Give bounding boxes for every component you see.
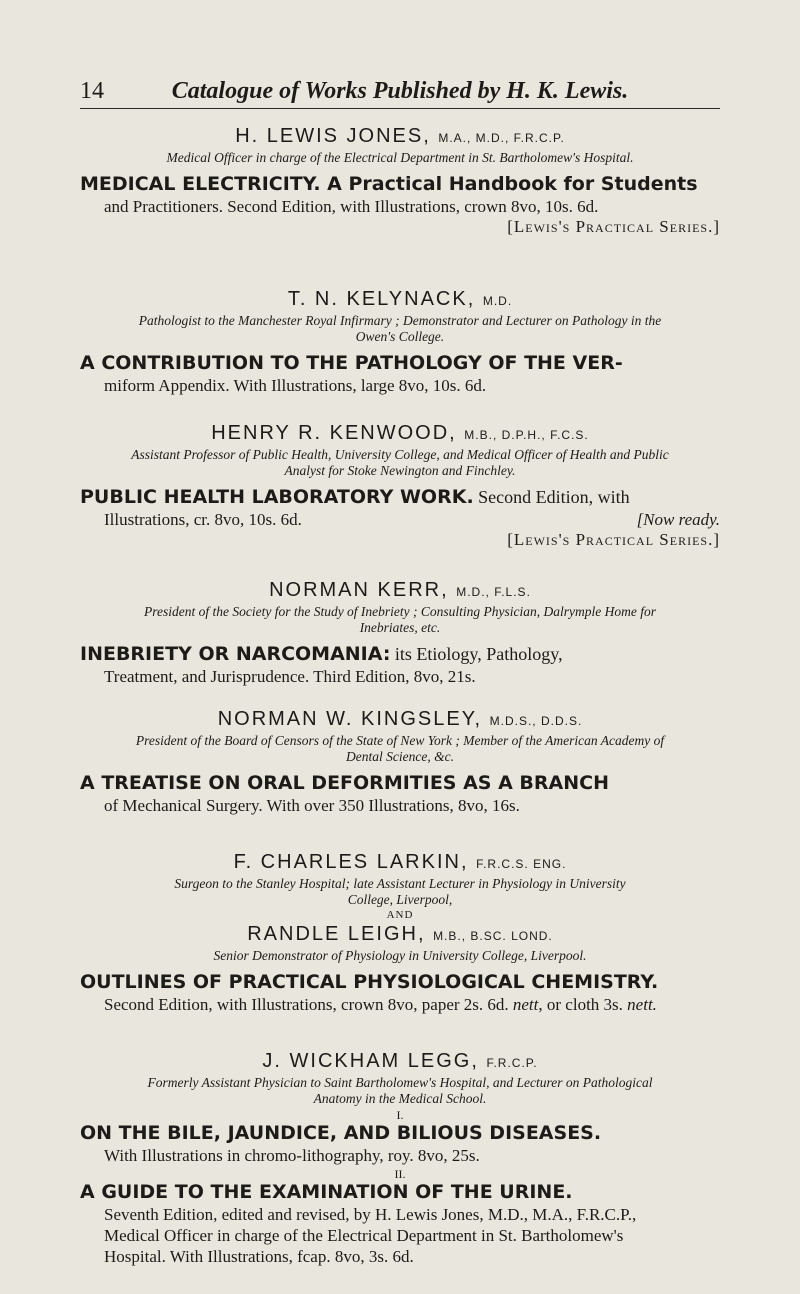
author-affiliation: Anatomy in the Medical School. — [313, 1091, 487, 1106]
author-degrees: M.D.S., D.D.S. — [489, 714, 583, 728]
book-description: miform Appendix. With Illustrations, large 8vo, 10s. 6d. — [104, 376, 487, 395]
book-description: Seventh Edition, edited and revised, by H. Lewis Jones, M.D., M.A., F.R.C.P., — [104, 1205, 637, 1224]
book-title: A TREATISE ON ORAL DEFORMITIES AS A BRANCH — [80, 772, 609, 794]
catalogue-entry — [80, 578, 720, 687]
author-degrees: M.D., F.L.S. — [456, 585, 531, 599]
author-name: RANDLE LEIGH, M.B., B.SC. LOND. — [247, 923, 553, 945]
book-title: MEDICAL ELECTRICITY. A Practical Handbook for Students — [80, 173, 698, 195]
page-header — [80, 78, 720, 109]
book-title: OUTLINES OF PRACTICAL PHYSIOLOGICAL CHEMISTRY. — [80, 971, 659, 993]
running-title: Catalogue of Works Published by H. K. Lewis. — [171, 78, 629, 104]
author-affiliation: Assistant Professor of Public Health, University College, and Medical Officer of Health and Public — [131, 447, 669, 462]
work-numeral: II. — [394, 1167, 406, 1181]
catalogue-entry — [80, 421, 720, 550]
catalogue-entry — [80, 287, 720, 396]
author-name: NORMAN W. KINGSLEY, M.D.S., D.D.S. — [217, 708, 583, 730]
series-note: [Lewis's Practical Series.] — [507, 530, 720, 549]
page-number: 14 — [80, 78, 104, 104]
book-description: of Mechanical Surgery. With over 350 Illustrations, 8vo, 16s. — [104, 796, 520, 815]
author-degrees: M.B., B.SC. LOND. — [433, 929, 553, 943]
author-name: T. N. KELYNACK, M.D. — [287, 288, 513, 310]
author-affiliation: Dental Science, &c. — [346, 749, 454, 764]
author-name: HENRY R. KENWOOD, M.B., D.P.H., F.C.S. — [211, 422, 589, 444]
author-degrees: F.R.C.P. — [486, 1056, 538, 1070]
catalogue-entry — [80, 707, 720, 816]
book-description: With Illustrations in chromo-lithography, roy. 8vo, 25s. — [104, 1146, 480, 1165]
author-affiliation: President of the Society for the Study of Inebriety ; Consulting Physician, Dalrymple Home for — [143, 604, 657, 619]
work-numeral: I. — [396, 1108, 404, 1122]
catalogue-entry — [80, 124, 720, 237]
author-affiliation: Inebriates, etc. — [359, 620, 441, 635]
book-description: Second Edition, with Illustrations, crown 8vo, paper 2s. 6d. nett, or cloth 3s. nett. — [104, 995, 657, 1014]
author-affiliation: Senior Demonstrator of Physiology in University College, Liverpool. — [213, 948, 587, 963]
book-title: A CONTRIBUTION TO THE PATHOLOGY OF THE VER- — [80, 352, 623, 374]
author-degrees: M.B., D.P.H., F.C.S. — [464, 428, 589, 442]
author-affiliation: Surgeon to the Stanley Hospital; late Assistant Lecturer in Physiology in University — [174, 876, 626, 891]
book-title: A GUIDE TO THE EXAMINATION OF THE URINE. — [80, 1181, 573, 1203]
catalogue-entry — [80, 850, 720, 1015]
status-note: [Now ready. — [636, 510, 720, 529]
author-degrees: M.D. — [482, 294, 513, 308]
author-degrees: F.R.C.S. ENG. — [476, 857, 567, 871]
author-name: J. WICKHAM LEGG, F.R.C.P. — [262, 1050, 538, 1072]
author-degrees: M.A., M.D., F.R.C.P. — [438, 131, 565, 145]
book-description: Medical Officer in charge of the Electrical Department in St. Bartholomew's — [104, 1226, 624, 1245]
book-title: PUBLIC HEALTH LABORATORY WORK. Second Edition, with — [80, 486, 630, 508]
book-title: INEBRIETY OR NARCOMANIA: its Etiology, Pathology, — [80, 643, 563, 665]
book-description: Hospital. With Illustrations, fcap. 8vo, 3s. 6d. — [104, 1247, 414, 1266]
book-title: ON THE BILE, JAUNDICE, AND BILIOUS DISEASES. — [80, 1122, 602, 1144]
author-affiliation: Medical Officer in charge of the Electrical Department in St. Bartholomew's Hospital. — [166, 150, 634, 165]
book-description: and Practitioners. Second Edition, with Illustrations, crown 8vo, 10s. 6d. — [104, 197, 599, 216]
author-affiliation: President of the Board of Censors of the State of New York ; Member of the American Academy of — [135, 733, 665, 748]
book-description: [Now ready. Illustrations, cr. 8vo, 10s. 6d. — [104, 510, 720, 529]
author-affiliation: College, Liverpool, — [347, 892, 453, 907]
book-description: Treatment, and Jurisprudence. Third Edition, 8vo, 21s. — [104, 667, 476, 686]
catalogue-entry — [80, 1049, 720, 1267]
author-affiliation: Formerly Assistant Physician to Saint Bartholomew's Hospital, and Lecturer on Pathological — [147, 1075, 653, 1090]
conjunction: AND — [386, 909, 414, 921]
author-affiliation: Owen's College. — [355, 329, 445, 344]
author-name: F. CHARLES LARKIN, F.R.C.S. ENG. — [233, 851, 567, 873]
author-affiliation: Pathologist to the Manchester Royal Infirmary ; Demonstrator and Lecturer on Pathology in the — [138, 313, 662, 328]
author-affiliation: Analyst for Stoke Newington and Finchley. — [284, 463, 516, 478]
author-name: H. LEWIS JONES, M.A., M.D., F.R.C.P. — [235, 125, 565, 147]
author-name: NORMAN KERR, M.D., F.L.S. — [269, 579, 531, 601]
series-note: [Lewis's Practical Series.] — [507, 217, 720, 236]
